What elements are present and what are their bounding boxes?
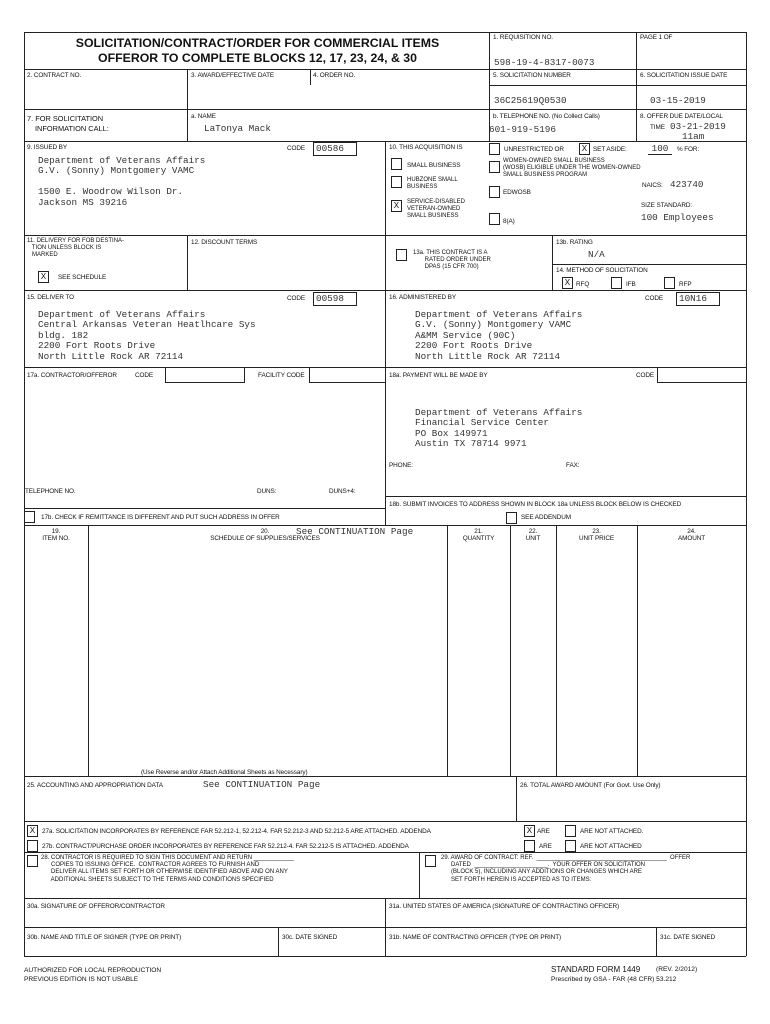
contractor-code-label: CODE [135,372,154,379]
contractor-sign-checkbox[interactable] [27,855,38,867]
addenda-27a-are-label: ARE [537,828,550,835]
remittance-label: 17b. CHECK IF REMITTANCE IS DIFFERENT AND PUT SUCH ADDRESS IN OFFER [41,514,280,521]
requisition-label: 1. REQUISITION NO. [493,34,553,41]
deliver-to-code[interactable]: 00598 [313,292,357,306]
solicitation-27a-checkbox[interactable]: X [27,825,38,837]
set-aside-label: SET ASIDE: [593,146,627,153]
rated-order-checkbox[interactable] [396,249,407,261]
administered-by-address: Department of Veterans Affairs G.V. (Sonny) Montgomery VAMC A&MM Service (90C) 2200 Fort Roots Drive North Little Rock AR 72114 [415,309,583,362]
unit-price-header: 23. UNIT PRICE [578,528,615,542]
wosb-label: WOMEN-OWNED SMALL BUSINESS (WOSB) ELIGIBLE UNDER THE WOMEN-OWNED SMALL BUSINESS PROGRAM [503,158,641,179]
unrestricted-checkbox[interactable] [489,143,500,155]
form-revision: (REV. 2/2012) [656,966,698,973]
submit-invoices-label: 18b. SUBMIT INVOICES TO ADDRESS SHOWN IN BLOCK 18a UNLESS BLOCK BELOW IS CHECKED [389,501,682,508]
eight-a-checkbox[interactable] [489,213,500,225]
phone-label: PHONE: [389,462,413,469]
telephone-label: b. TELEPHONE NO. (No Collect Calls) [493,113,600,120]
rating-label: 13b. RATING [556,239,593,246]
award-checkbox[interactable] [425,855,436,867]
addenda-27b-are-checkbox[interactable] [524,840,535,852]
ifb-label: IFB [626,281,636,288]
remittance-checkbox[interactable] [24,511,35,523]
signer-date-label: 30c. DATE SIGNED [282,934,338,941]
payment-code-field[interactable] [657,367,747,383]
order-no-label: 4. ORDER NO. [313,72,356,79]
award-date-label: 3. AWARD/EFFECTIVE DATE [191,72,275,79]
reproduction-note: AUTHORIZED FOR LOCAL REPRODUCTION PREVIOUS EDITION IS NOT USABLE [24,967,162,983]
addendum-checkbox[interactable] [506,512,517,524]
addenda-27a-not-label: ARE NOT ATTACHED. [580,828,644,835]
offer-due-label: 8. OFFER DUE DATE/LOCAL [640,113,723,120]
hubzone-label: HUBZONE SMALL BUSINESS [407,177,458,191]
rfp-label: RFP [679,281,692,288]
fax-label: FAX: [566,462,580,469]
payment-address: Department of Veterans Affairs Financial Service Center PO Box 149971 Austin TX 78714 9971 [415,407,583,450]
see-schedule-label: SEE SCHEDULE [58,274,107,281]
form-title [30,36,485,66]
ifb-checkbox[interactable] [611,277,622,289]
schedule-header: 20. SCHEDULE OF SUPPLIES/SERVICES [210,528,320,542]
size-standard-value[interactable]: 100 Employees [641,212,714,223]
accounting-label: 25. ACCOUNTING AND APPROPRIATION DATA [27,782,163,789]
size-standard-label: SIZE STANDARD: [641,202,693,209]
telephone-number[interactable]: 601-919-5196 [489,124,556,135]
form-title-line1: SOLICITATION/CONTRACT/ORDER FOR COMMERCIAL ITEMS [75,36,440,50]
naics-label: NAICS: [642,182,663,189]
duns-label: DUNS: [257,488,277,495]
issued-by-address: Department of Veterans Affairs G.V. (Sonny) Montgomery VAMC 1500 E. Woodrow Wilson Dr. Jackson MS 39216 [38,155,206,208]
contractor-code-field[interactable] [165,367,245,383]
discount-terms-label: 12. DISCOUNT TERMS [191,239,258,246]
offeror-signature-label: 30a. SIGNATURE OF OFFEROR/CONTRACTOR [27,903,165,910]
addenda-27b-are-label: ARE [539,843,552,850]
accounting-value: See CONTINUATION Page [203,779,321,790]
rated-order-label: 13a. THIS CONTRACT IS A RATED ORDER UNDER DPAS (15 CFR 700) [413,250,491,271]
issued-by-code-label: CODE [287,145,306,152]
deliver-to-label: 15. DELIVER TO [27,294,75,301]
solicitation-number[interactable]: 36C25619Q0530 [494,95,567,106]
officer-date-label: 31c. DATE SIGNED [660,934,716,941]
form-name: STANDARD FORM 1449 [551,965,641,974]
administered-code-label: CODE [645,295,664,302]
solicitation-27a-label: 27a. SOLICITATION INCORPORATES BY REFERENCE FAR 52.212-1, 52.212-4. FAR 52.212-3 AND 52.212-5 ARE ATTACHED. ADDENDA [42,828,431,835]
small-business-label: SMALL BUSINESS [407,162,461,169]
rating-value[interactable]: N/A [588,249,605,260]
officer-signature-label: 31a. UNITED STATES OF AMERICA (SIGNATURE OF CONTRACTING OFFICER) [389,903,620,910]
eight-a-label: 8(A) [503,218,515,225]
contact-name[interactable]: LaTonya Mack [204,123,271,134]
issued-by-label: 9. ISSUED BY [27,144,67,151]
edwosb-label: EDWOSB [503,189,531,196]
sdvosb-label: SERVICE-DISABLED VETERAN-OWNED SMALL BUSINESS [407,199,465,220]
unit-header: 22. UNIT [525,528,541,542]
rfq-checkbox[interactable]: X [562,277,573,289]
form-title-line2: OFFEROR TO COMPLETE BLOCKS 12, 17, 23, 24, & 30 [98,51,417,65]
set-aside-checkbox[interactable]: X [579,143,590,155]
offer-due-date[interactable]: 03-21-2019 [670,121,726,132]
edwosb-checkbox[interactable] [489,186,500,198]
officer-name-label: 31b. NAME OF CONTRACTING OFFICER (TYPE OR PRINT) [389,934,562,941]
contact-name-label: a. NAME [191,113,216,120]
addendum-label: SEE ADDENDUM [521,514,571,521]
addenda-27b-not-checkbox[interactable] [565,840,576,852]
naics-value[interactable]: 423740 [670,179,704,190]
rfp-checkbox[interactable] [664,277,675,289]
item-no-header: 19. ITEM NO. [42,528,70,542]
deliver-to-address: Department of Veterans Affairs Central Arkansas Veteran Heatlhcare Sys bldg. 182 2200 Fort Roots Drive North Little Rock AR 72114 [38,309,256,362]
award-text: 29. AWARD OF CONTRACT: REF. _______________________________________ OFFER DATED ______________________. YOUR OFFER ON SOLICITATION (BLOCK 5), INCLUDING ANY ADDITIONS OR CHANGES WHICH ARE SET FORTH HEREIN IS ACCEPTED AS TO ITEMS: [441,855,691,883]
fob-schedule-checkbox[interactable]: X [38,271,49,283]
deliver-to-code-label: CODE [287,295,306,302]
facility-code-field[interactable] [309,367,386,383]
set-aside-percent[interactable]: 100 [648,143,672,155]
wosb-checkbox[interactable] [489,161,500,173]
total-award-label: 26. TOTAL AWARD AMOUNT (For Govt. Use Only) [520,782,661,789]
solicitation-info-label: 7. FOR SOLICITATION INFORMATION CALL: [27,114,109,133]
payment-code-label: CODE [636,372,655,379]
contractor-label: 17a. CONTRACTOR/OFFEROR [27,372,117,379]
contract-27b-label: 27b. CONTRACT/PURCHASE ORDER INCORPORATES BY REFERENCE FAR 52.212-4. FAR 52.212-5 IS ATTACHED. ADDENDA [42,843,409,850]
solicitation-method-label: 14. METHOD OF SOLICITATION [556,267,648,274]
percent-label: % FOR: [677,146,700,153]
issued-by-code[interactable]: 00586 [313,142,357,156]
issue-date[interactable]: 03-15-2019 [650,95,706,106]
contractor-sign-text: 28. CONTRACTOR IS REQUIRED TO SIGN THIS DOCUMENT AND RETURN ____________ COPIES TO ISSUING OFFICE. CONTRACTOR AGREES TO FURNISH AND DELIVER ALL ITEMS SET FORTH OR OTHERWISE IDENTIFIED ABOVE AND ON ANY ADDITIONAL SHEETS SUBJECT TO THE TERMS AND CONDITIONS SPECIFIED [41,855,294,883]
contractor-telephone-label: TELEPHONE NO. [25,488,76,495]
solicitation-number-label: 5. SOLICITATION NUMBER [493,72,571,79]
issue-date-label: 6. SOLICITATION ISSUE DATE [640,72,728,79]
administered-code[interactable]: 10N16 [676,292,720,306]
unrestricted-label: UNRESTRICTED OR [504,146,564,153]
offer-due-time-label: TIME [650,124,665,131]
addenda-27a-not-checkbox[interactable] [565,825,576,837]
schedule-value: See CONTINUATION Page [296,526,414,537]
fob-delivery-label: 11. DELIVERY FOR FOB DESTINA- TION UNLESS BLOCK IS MARKED [27,238,125,259]
sdvosb-checkbox[interactable]: X [391,200,402,212]
page-label: PAGE 1 OF [640,34,673,41]
prescribed-by: Prescribed by GSA - FAR (48 CFR) 53.212 [551,976,677,983]
signer-name-label: 30b. NAME AND TITLE OF SIGNER (TYPE OR PRINT) [27,934,182,941]
requisition-number[interactable]: 598-19-4-8317-0073 [494,57,595,68]
quantity-header: 21. QUANTITY [462,528,495,542]
rfq-label: RFQ [576,281,590,288]
contract-27b-checkbox[interactable] [27,840,38,852]
addenda-27b-not-label: ARE NOT ATTACHED [580,843,642,850]
facility-code-label: FACILITY CODE [258,372,305,379]
hubzone-checkbox[interactable] [391,176,402,188]
schedule-note: (Use Reverse and/or Attach Additional Sheets as Necessary) [141,769,308,776]
acquisition-label: 10. THIS ACQUISITION IS [389,144,463,151]
contract-no-label: 2. CONTRACT NO. [27,72,82,79]
duns4-label: DUNS+4: [329,488,356,495]
payment-by-label: 18a. PAYMENT WILL BE MADE BY [389,372,488,379]
offer-due-time[interactable]: 11am [682,131,705,142]
amount-header: 24. AMOUNT [677,528,706,542]
addenda-27a-are-checkbox[interactable]: X [524,825,535,837]
administered-by-label: 16. ADMINISTERED BY [389,294,456,301]
small-business-checkbox[interactable] [391,158,402,170]
